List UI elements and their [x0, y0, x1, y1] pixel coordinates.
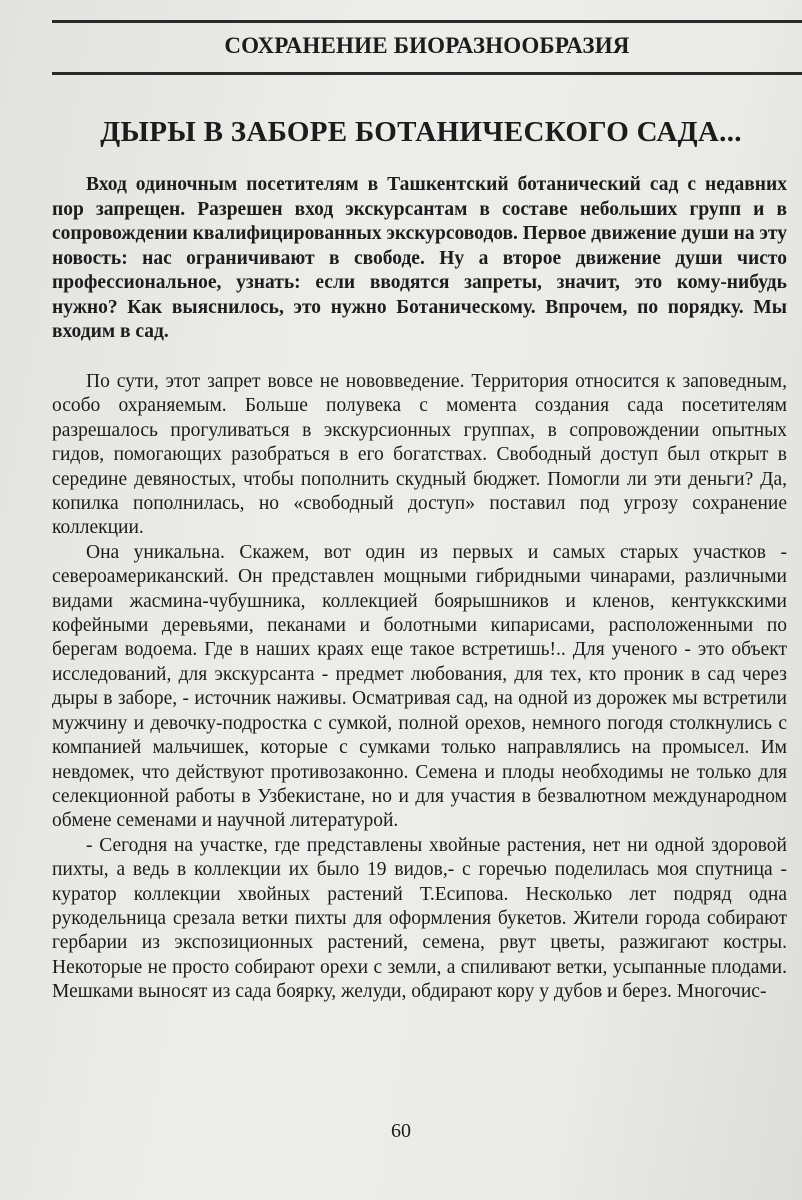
article-title: ДЫРЫ В ЗАБОРЕ БОТАНИЧЕСКОГО САДА...	[100, 116, 742, 148]
paragraph: Она уникальна. Скажем, вот один из первых и самых старых участков - североамериканский. Он представлен мощными гибридными чинарами, различными видами жасмина-чубушника, коллекцией боярышников и кленов, кентуккскими кофейными деревьями, пеканами и болотными кипарисами, расположенными по берегам водоема. Где в наших краях еще такое встретишь!.. Для ученого - это объект исследований, для экскурсанта - предмет любования, для тех, кто проник в сад через дыры в заборе, - источник наживы. Осматривая сад, на одной из дорожек мы встретили мужчину и девочку-подростка с сумкой, полной орехов, немного погодя столкнулись с компанией мальчишек, которые с сумками только направлялись на промысел. Им невдомек, что действуют противозаконно. Семена и плоды необходимы не только для селекционной работы в Узбекистане, но и для участия в безвалютном международном обмене семенами и научной литературой.	[52, 541, 787, 832]
paragraph: - Сегодня на участке, где представлены хвойные растения, нет ни одной здоровой пихты, а ведь в коллекции их было 19 видов,- с горечью поделилась моя спутница - куратор коллекции хвойных растений Т.Есипова. Несколько лет подряд одна рукодельница срезала ветки пихты для оформления букетов. Жители города собирают гербарии из экспозиционных растений, семена, рвут цветы, разжигают костры. Некоторые не просто собирают орехи с земли, а спиливают ветки, усыпанные плодами. Мешками выносят из сада боярку, желуди, обдирают кору у дубов и берез. Многочис-	[52, 834, 787, 1003]
header-bottom-rule	[52, 72, 802, 75]
section-header: СОХРАНЕНИЕ БИОРАЗНООБРАЗИЯ	[224, 33, 630, 58]
article-body	[52, 370, 787, 1005]
page-number: 60	[391, 1120, 411, 1142]
paragraph: По сути, этот запрет вовсе не нововведение. Территория относится к заповедным, особо охраняемым. Больше полувека с момента создания сада посетителям разрешалось прогуливаться в экскурсионных группах, в сопровождении опытных гидов, помогающих разобраться в его богатствах. Свободный доступ был открыт в середине девяностых, чтобы пополнить скудный бюджет. Помогли ли эти деньги? Да, копилка пополнилась, но «свободный доступ» поставил под угрозу сохранение коллекции.	[52, 371, 787, 539]
header-top-rule	[52, 20, 802, 23]
article-lead: Вход одиночным посетителям в Ташкентский ботанический сад с недавних пор запрещен. Разрешен вход экскурсантам в составе небольших групп и в сопровождении квалифицированных экскурсоводов. Первое движение души на эту новость: нас ограничивают в свободе. Ну а второе движение души чисто профессиональное, узнать: если вводятся запреты, значит, это кому-нибудь нужно? Как выяснилось, это нужно Ботаническому. Впрочем, по порядку. Мы входим в сад.	[52, 174, 787, 342]
